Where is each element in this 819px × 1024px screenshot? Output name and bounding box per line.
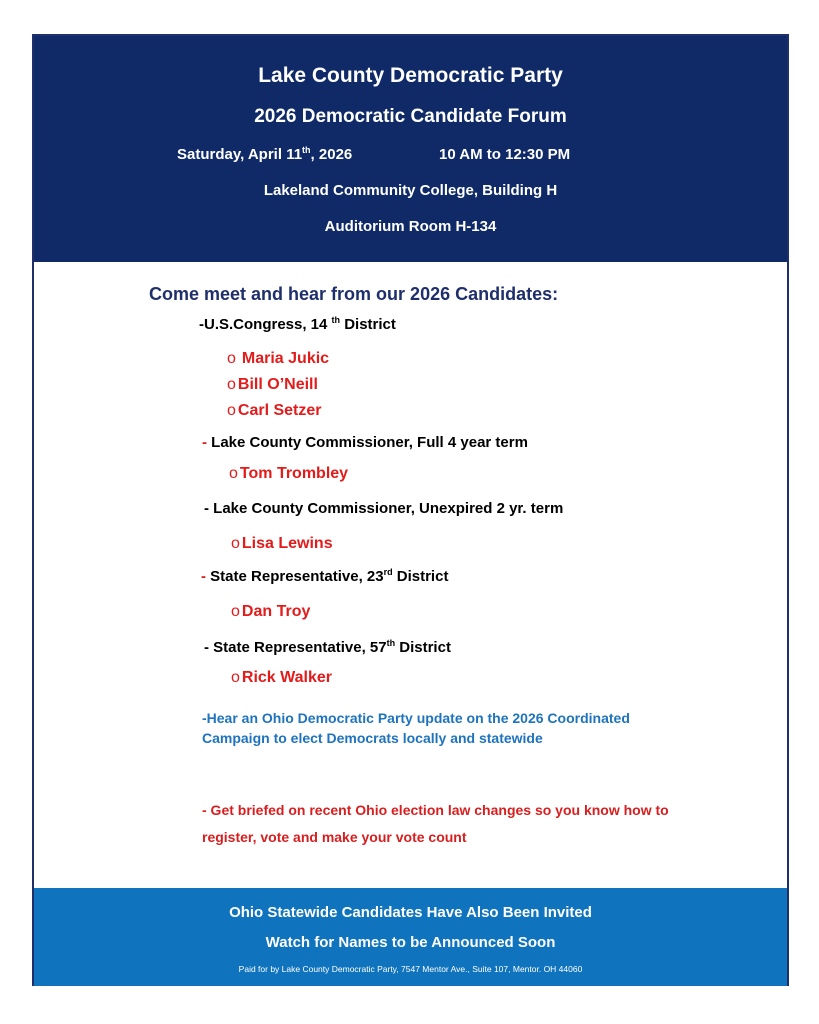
bullet-icon: o bbox=[231, 603, 240, 620]
bullet-icon: o bbox=[227, 402, 236, 419]
bullet-icon: o bbox=[229, 465, 238, 482]
candidate-item: o Bill O’Neill bbox=[227, 376, 318, 393]
header-banner bbox=[34, 36, 787, 262]
office-us-congress: -U.S.Congress, 14 $^{th}$ District bbox=[199, 315, 396, 333]
candidate-item: o Rick Walker bbox=[231, 669, 333, 686]
candidate-item: o Lisa Lewins bbox=[231, 535, 333, 552]
paid-for-disclaimer: Paid for by Lake County Democratic Party, 7547 Mentor Ave., Suite 107, Mentor. OH 44060 bbox=[238, 964, 583, 974]
candidate-item: o Maria Jukic bbox=[227, 350, 330, 367]
footer-announce: Watch for Names to be Announced Soon bbox=[265, 934, 556, 951]
office-state-rep-57: - State Representative, 57th District bbox=[204, 638, 451, 656]
office-commissioner-unexpired: - Lake County Commissioner, Unexpired 2 yr. term bbox=[204, 500, 564, 517]
candidate-item: o Carl Setzer bbox=[227, 402, 322, 419]
forum-title: 2026 Democratic Candidate Forum bbox=[254, 106, 567, 127]
event-location: Lakeland Community College, Building H bbox=[263, 182, 558, 199]
election-law-note: - Get briefed on recent Ohio election law changes so you know how to register, vote and make your vote count bbox=[202, 802, 669, 845]
event-date: Saturday, April 11th, 2026 bbox=[177, 145, 353, 163]
candidate-item: o Dan Troy bbox=[231, 603, 311, 620]
main-content bbox=[34, 262, 787, 886]
bullet-icon: o bbox=[231, 535, 240, 552]
office-commissioner-full: - Lake County Commissioner, Full 4 year term bbox=[202, 434, 528, 451]
office-state-rep-23: - State Representative, 23rd District bbox=[201, 567, 449, 585]
party-update-note: -Hear an Ohio Democratic Party update on the 2026 Coordinated Campaign to elect Democrats locally and statewide bbox=[202, 710, 630, 746]
intro-heading: Come meet and hear from our 2026 Candidates: bbox=[149, 284, 559, 304]
footer-invited: Ohio Statewide Candidates Have Also Been Invited bbox=[229, 904, 592, 921]
bullet-icon: o bbox=[231, 669, 240, 686]
event-time: 10 AM to 12:30 PM bbox=[439, 146, 571, 163]
bullet-icon: o bbox=[227, 376, 236, 393]
footer-banner bbox=[34, 888, 787, 986]
candidate-item: o Tom Trombley bbox=[229, 465, 349, 482]
bullet-icon: o bbox=[227, 350, 236, 367]
event-room: Auditorium Room H-134 bbox=[324, 218, 497, 235]
flyer bbox=[32, 34, 789, 986]
party-title: Lake County Democratic Party bbox=[258, 64, 563, 87]
